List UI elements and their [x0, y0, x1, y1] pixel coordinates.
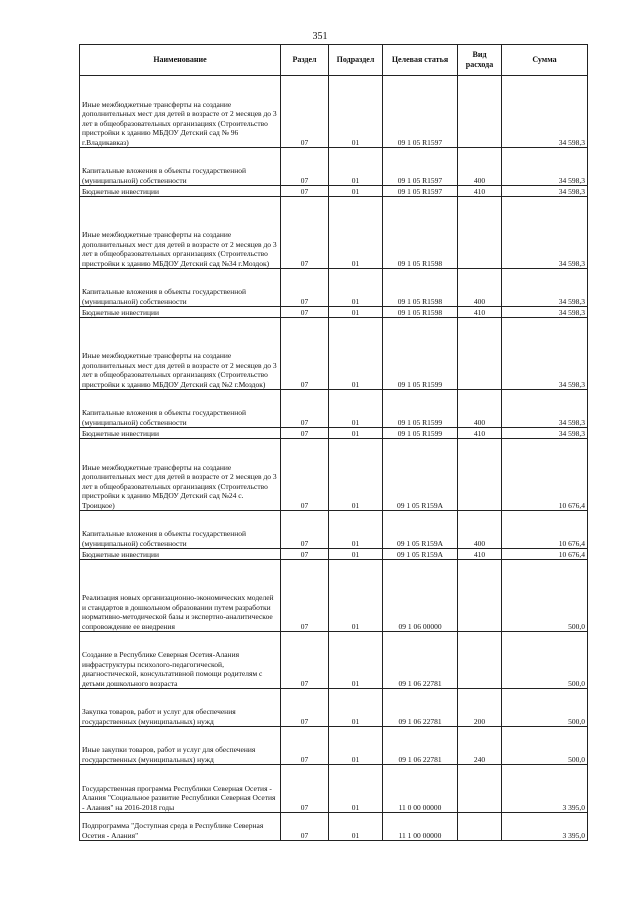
row-section: 07	[281, 307, 329, 318]
row-subsection: 01	[329, 632, 383, 689]
table-row	[80, 439, 588, 511]
row-target: 11 1 00 00000	[383, 813, 458, 841]
row-section: 07	[281, 269, 329, 307]
row-expense-type	[458, 197, 502, 269]
column-header-name: Наименование	[80, 45, 281, 76]
row-amount: 34 598,3	[502, 318, 588, 390]
table-row	[80, 76, 588, 148]
budget-table	[79, 44, 588, 841]
row-amount: 500,0	[502, 689, 588, 727]
row-amount: 10 676,4	[502, 511, 588, 549]
row-target: 09 1 05 R1599	[383, 390, 458, 428]
row-section: 07	[281, 727, 329, 765]
row-subsection: 01	[329, 439, 383, 511]
row-target: 09 1 05 R159A	[383, 549, 458, 560]
row-target: 09 1 06 22781	[383, 727, 458, 765]
row-expense-type: 400	[458, 390, 502, 428]
row-subsection: 01	[329, 428, 383, 439]
row-name: Капитальные вложения в объекты государственной (муниципальной) собственности	[80, 148, 281, 186]
row-amount: 34 598,3	[502, 186, 588, 197]
row-amount: 34 598,3	[502, 307, 588, 318]
row-name: Иные межбюджетные трансферты на создание дополнительных мест для детей в возрасте от 2 месяцев до 3 лет в общеобразовательных организациях (Строительство пристройки к зданию МБДОУ Детский сад №24 с. Троицкое)	[80, 439, 281, 511]
row-section: 07	[281, 813, 329, 841]
row-subsection: 01	[329, 727, 383, 765]
row-subsection: 01	[329, 186, 383, 197]
row-amount: 34 598,3	[502, 428, 588, 439]
row-name: Бюджетные инвестиции	[80, 186, 281, 197]
row-subsection: 01	[329, 390, 383, 428]
row-expense-type	[458, 318, 502, 390]
row-target: 09 1 05 R159A	[383, 511, 458, 549]
row-expense-type	[458, 560, 502, 632]
row-target: 09 1 05 R1597	[383, 186, 458, 197]
row-name: Бюджетные инвестиции	[80, 307, 281, 318]
row-amount: 10 676,4	[502, 439, 588, 511]
row-subsection: 01	[329, 765, 383, 813]
row-section: 07	[281, 560, 329, 632]
row-name: Бюджетные инвестиции	[80, 428, 281, 439]
row-name: Реализация новых организационно-экономических моделей и стандартов в дошкольном образовании путем разработки нормативно-методической базы и экспертно-аналитическое сопровождение ее внедрения	[80, 560, 281, 632]
table-row	[80, 269, 588, 307]
row-target: 09 1 05 R1599	[383, 428, 458, 439]
row-section: 07	[281, 186, 329, 197]
row-name: Государственная программа Республики Северная Осетия - Алания "Социальное развитие Республики Северная Осетия - Алания" на 2016-2018 годы	[80, 765, 281, 813]
row-target: 09 1 06 22781	[383, 632, 458, 689]
row-expense-type	[458, 76, 502, 148]
row-target: 11 0 00 00000	[383, 765, 458, 813]
row-expense-type: 410	[458, 186, 502, 197]
row-amount: 34 598,3	[502, 148, 588, 186]
row-name: Подпрограмма "Доступная среда в Республике Северная Осетия - Алания"	[80, 813, 281, 841]
table-row	[80, 689, 588, 727]
row-subsection: 01	[329, 76, 383, 148]
row-name: Закупка товаров, работ и услуг для обеспечения государственных (муниципальных) нужд	[80, 689, 281, 727]
row-expense-type	[458, 439, 502, 511]
row-target: 09 1 05 R1598	[383, 307, 458, 318]
table-header-row	[80, 45, 588, 76]
table-row	[80, 148, 588, 186]
row-target: 09 1 05 R1597	[383, 148, 458, 186]
table-row	[80, 560, 588, 632]
row-section: 07	[281, 148, 329, 186]
table-body	[80, 76, 588, 841]
row-section: 07	[281, 632, 329, 689]
row-amount: 3 395,0	[502, 813, 588, 841]
table-row	[80, 390, 588, 428]
column-header-section: Раздел	[281, 45, 329, 76]
row-amount: 34 598,3	[502, 390, 588, 428]
row-name: Капитальные вложения в объекты государственной (муниципальной) собственности	[80, 511, 281, 549]
row-expense-type: 410	[458, 549, 502, 560]
row-subsection: 01	[329, 307, 383, 318]
table-row	[80, 813, 588, 841]
row-section: 07	[281, 197, 329, 269]
row-target: 09 1 06 00000	[383, 560, 458, 632]
column-header-amount: Сумма	[502, 45, 588, 76]
row-subsection: 01	[329, 689, 383, 727]
table-row	[80, 727, 588, 765]
row-target: 09 1 06 22781	[383, 689, 458, 727]
row-name: Иные закупки товаров, работ и услуг для обеспечения государственных (муниципальных) нужд	[80, 727, 281, 765]
row-amount: 500,0	[502, 632, 588, 689]
table-row	[80, 307, 588, 318]
row-expense-type	[458, 632, 502, 689]
row-target: 09 1 05 R1598	[383, 197, 458, 269]
column-header-subsection: Подраздел	[329, 45, 383, 76]
row-amount: 500,0	[502, 560, 588, 632]
row-subsection: 01	[329, 549, 383, 560]
column-header-target: Целевая статья	[383, 45, 458, 76]
row-section: 07	[281, 428, 329, 439]
row-amount: 3 395,0	[502, 765, 588, 813]
row-target: 09 1 05 R159A	[383, 439, 458, 511]
table-row	[80, 197, 588, 269]
row-name: Капитальные вложения в объекты государственной (муниципальной) собственности	[80, 269, 281, 307]
table-row	[80, 186, 588, 197]
row-section: 07	[281, 76, 329, 148]
row-name: Иные межбюджетные трансферты на создание дополнительных мест для детей в возрасте от 2 месяцев до 3 лет в общеобразовательных организациях (Строительство пристройки к зданию МБДОУ Детский сад № 96 г.Владикавказ)	[80, 76, 281, 148]
row-subsection: 01	[329, 511, 383, 549]
row-subsection: 01	[329, 148, 383, 186]
row-section: 07	[281, 390, 329, 428]
row-expense-type: 200	[458, 689, 502, 727]
row-amount: 10 676,4	[502, 549, 588, 560]
row-amount: 34 598,3	[502, 197, 588, 269]
row-expense-type: 240	[458, 727, 502, 765]
page-number: 351	[312, 31, 328, 42]
column-header-expense-type: Вид расхода	[458, 45, 502, 76]
row-expense-type: 410	[458, 307, 502, 318]
row-subsection: 01	[329, 269, 383, 307]
row-name: Бюджетные инвестиции	[80, 549, 281, 560]
table-row	[80, 765, 588, 813]
row-expense-type	[458, 813, 502, 841]
table-row	[80, 428, 588, 439]
row-expense-type: 400	[458, 269, 502, 307]
row-target: 09 1 05 R1599	[383, 318, 458, 390]
row-section: 07	[281, 549, 329, 560]
row-target: 09 1 05 R1598	[383, 269, 458, 307]
row-section: 07	[281, 765, 329, 813]
row-section: 07	[281, 439, 329, 511]
row-subsection: 01	[329, 197, 383, 269]
table-row	[80, 632, 588, 689]
row-section: 07	[281, 689, 329, 727]
table-row	[80, 549, 588, 560]
table-row	[80, 511, 588, 549]
row-name: Иные межбюджетные трансферты на создание дополнительных мест для детей в возрасте от 2 месяцев до 3 лет в общеобразовательных организациях (Строительство пристройки к зданию МБДОУ Детский сад №34 г.Моздок)	[80, 197, 281, 269]
row-name: Иные межбюджетные трансферты на создание дополнительных мест для детей в возрасте от 2 месяцев до 3 лет в общеобразовательных организациях (Строительство пристройки к зданию МБДОУ Детский сад №2 г.Моздок)	[80, 318, 281, 390]
row-expense-type	[458, 765, 502, 813]
row-subsection: 01	[329, 813, 383, 841]
row-amount: 34 598,3	[502, 269, 588, 307]
row-section: 07	[281, 318, 329, 390]
row-amount: 500,0	[502, 727, 588, 765]
row-subsection: 01	[329, 318, 383, 390]
table-row	[80, 318, 588, 390]
row-expense-type: 400	[458, 148, 502, 186]
row-name: Создание в Республике Северная Осетия-Алания инфраструктуры психолого-педагогической, диагностической, консультативной помощи родителям с детьми дошкольного возраста	[80, 632, 281, 689]
row-section: 07	[281, 511, 329, 549]
row-subsection: 01	[329, 560, 383, 632]
row-name: Капитальные вложения в объекты государственной (муниципальной) собственности	[80, 390, 281, 428]
row-target: 09 1 05 R1597	[383, 76, 458, 148]
row-expense-type: 410	[458, 428, 502, 439]
row-amount: 34 598,3	[502, 76, 588, 148]
row-expense-type: 400	[458, 511, 502, 549]
